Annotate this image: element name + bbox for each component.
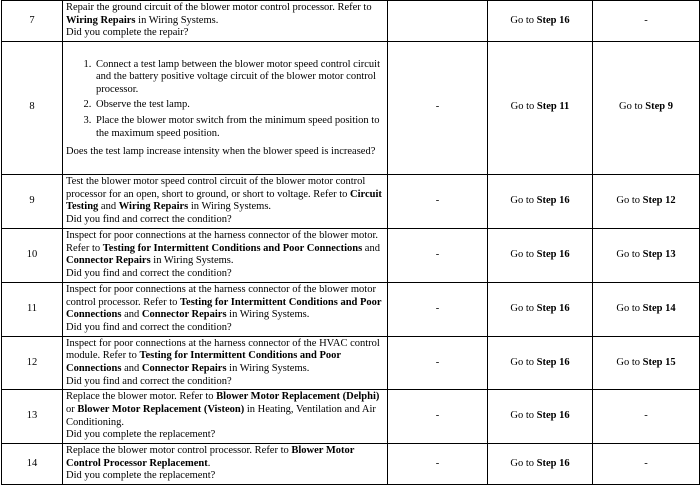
action-text-segment: in Wiring Systems. [226,362,310,374]
action-text [66,445,354,469]
goto-step-link: Step 16 [536,14,570,26]
step-action [63,228,388,282]
step-value: - [388,282,488,336]
reference-link-text: Blower Motor Replacement (Visteon) [77,404,245,416]
step-row [2,282,700,336]
goto-step-link: Step 11 [536,101,570,113]
goto-step-link: Step 16 [536,356,570,368]
action-text [66,230,380,266]
step-action [63,336,388,389]
step-yes-action [488,228,593,282]
goto-step-link: Step 13 [642,248,676,260]
step-value: - [388,444,488,485]
goto-step-link: Step 14 [642,302,676,314]
step-question: Did you complete the replacement? [66,429,216,441]
step-number: 10 [2,228,63,282]
step-no-action [593,282,700,336]
goto-text: Go to [510,248,537,260]
step-yes-action [488,282,593,336]
step-no-action [593,444,700,485]
step-value: - [388,336,488,389]
goto-step-link: Step 16 [536,248,570,260]
substep-item: 2. Observe the test lamp. [94,99,384,112]
goto-text: Go to [510,410,537,422]
step-value: - [388,390,488,444]
goto-text: - [644,14,648,26]
goto-text: Go to [510,14,537,26]
step-no-action [593,174,700,228]
step-question: Did you find and correct the condition? [66,267,232,279]
step-action [63,1,388,42]
step-action [63,444,388,485]
goto-text: Go to [510,356,537,368]
step-value: - [388,174,488,228]
step-question: Did you find and correct the condition? [66,213,232,225]
goto-text: Go to [510,302,537,314]
step-number: 7 [2,1,63,42]
step-question: Does the test lamp increase intensity when the blower speed is increased? [66,146,376,158]
action-text-segment: Inspect for poor connections at the harness connector of the blower motor. Refer to [66,230,378,254]
step-rows [2,1,700,485]
goto-step-link: Step 12 [642,194,676,206]
step-value: - [388,228,488,282]
step-no-action [593,336,700,389]
action-text [66,176,382,212]
reference-link-text: Wiring Repairs [66,14,136,26]
action-text [66,2,372,26]
action-text-segment: and [98,201,119,213]
goto-text: Go to [616,302,643,314]
action-text-segment: in Wiring Systems. [188,201,272,213]
step-number: 9 [2,174,63,228]
goto-step-link: Step 16 [536,302,570,314]
reference-link-text: Wiring Repairs [118,201,189,213]
reference-link-text: Blower Motor Control Processor Replacement [66,445,355,469]
reference-link-text: Testing for Intermittent Conditions and Poor Connections [102,242,363,254]
reference-link-text: Blower Motor Replacement (Delphi) [216,391,380,403]
action-text-segment: in Wiring Systems. [135,14,219,26]
step-number: 11 [2,282,63,336]
substep-list [66,59,384,141]
step-row [2,444,700,485]
goto-step-link: Step 9 [645,101,673,113]
step-row [2,336,700,389]
action-text-segment: Inspect for poor connections at the harness connector of the HVAC control module. Refer to [66,337,380,362]
step-yes-action [488,444,593,485]
step-row [2,41,700,174]
reference-link-text: Connector Repairs [66,255,151,267]
action-text-segment: and [362,242,380,254]
action-text-segment: in Heating, Ventilation and Air Conditioning. [66,404,376,428]
step-row [2,1,700,42]
goto-step-link: Step 16 [536,410,570,422]
action-text [66,391,379,427]
reference-link-text: Connector Repairs [141,362,227,374]
action-text-segment: Replace the blower motor control processor. Refer to [66,445,292,457]
step-yes-action [488,174,593,228]
step-action [63,390,388,444]
step-row [2,174,700,228]
step-question: Did you complete the repair? [66,27,189,39]
goto-text: - [644,410,648,422]
step-no-action [593,228,700,282]
action-text-segment: in Wiring Systems. [226,309,310,321]
reference-link-text: Circuit Testing [66,188,382,213]
action-text-segment: and [121,309,142,321]
goto-text: Go to [616,356,643,368]
action-text [66,284,381,320]
action-text-segment: and [121,362,142,374]
action-text-segment: Test the blower motor speed control circuit of the blower motor control processor for an open, short to ground, or short to voltage. Refer to [66,176,366,200]
goto-text: Go to [510,101,537,113]
goto-text: Go to [510,457,537,469]
step-yes-action [488,336,593,389]
step-question: Did you find and correct the condition? [66,321,232,333]
step-no-action [593,41,700,174]
step-number: 12 [2,336,63,389]
goto-text: Go to [619,101,646,113]
goto-text: Go to [616,194,643,206]
step-action [63,41,388,174]
step-number: 14 [2,444,63,485]
step-yes-action [488,390,593,444]
goto-step-link: Step 16 [536,194,570,206]
diagnostic-step-table [1,0,700,485]
step-no-action [593,1,700,42]
step-question: Did you complete the replacement? [66,470,216,482]
reference-link-text: Testing for Intermittent Conditions and Poor Connections [66,350,341,374]
step-yes-action [488,41,593,174]
goto-text: Go to [510,194,537,206]
step-row [2,228,700,282]
goto-step-link: Step 16 [536,457,570,469]
step-row [2,390,700,444]
step-value [388,1,488,42]
reference-link-text: Testing for Intermittent Conditions and Poor Connections [66,296,382,321]
step-action [63,174,388,228]
action-text-segment: Replace the blower motor. Refer to [66,391,217,403]
action-text-segment: . [207,457,211,469]
goto-text: - [644,457,648,469]
action-text-segment: Repair the ground circuit of the blower motor control processor. Refer to [66,2,372,13]
action-text [66,338,380,374]
goto-text: Go to [616,248,643,260]
step-number: 8 [2,41,63,174]
step-action [63,282,388,336]
goto-step-link: Step 15 [642,356,676,368]
action-text-segment: Inspect for poor connections at the harness connector of the blower motor control processor. Refer to [66,284,376,308]
step-yes-action [488,1,593,42]
step-number: 13 [2,390,63,444]
action-text-segment: or [66,404,78,416]
reference-link-text: Connector Repairs [141,309,227,321]
step-question: Did you find and correct the condition? [66,375,232,387]
substep-item: 1. Connect a test lamp between the blower motor speed control circuit and the battery positive voltage circuit of the blower motor control processor. [94,59,384,97]
step-value: - [388,41,488,174]
step-no-action [593,390,700,444]
substep-item: 3. Place the blower motor switch from the minimum speed position to the maximum speed position. [94,115,384,140]
action-text-segment: in Wiring Systems. [150,255,234,267]
